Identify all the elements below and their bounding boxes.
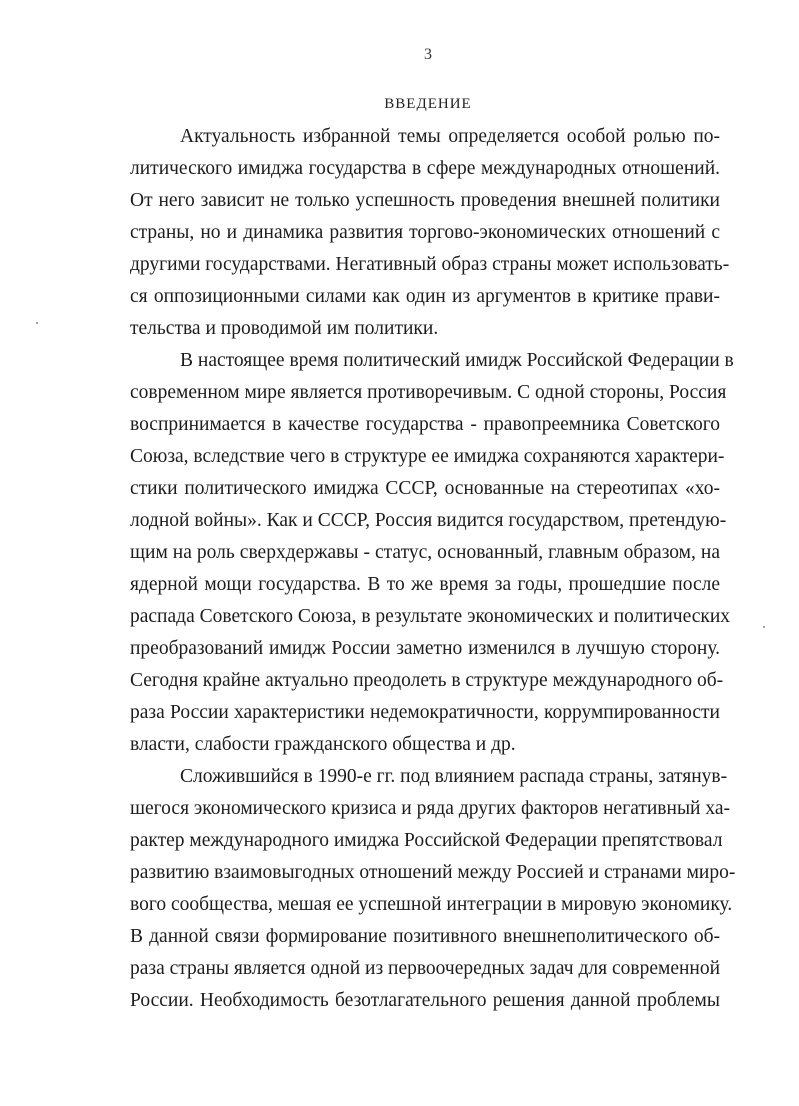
paragraph-2-line-8: ядерной мощи государства. В то же время за годы, прошедшие после	[130, 574, 720, 595]
paragraph-2-line-4: Союза, вследствие чего в структуре ее имиджа сохраняются характери-	[130, 446, 725, 467]
paragraph-3-line-1: Сложившийся в 1990-е гг. под влиянием распада страны, затянув-	[180, 766, 728, 787]
paragraph-2-line-6: лодной войны». Как и СССР, Россия видится государством, претендую-	[130, 510, 727, 531]
page-number: 3	[424, 46, 432, 63]
paragraph-2-line-3: воспринимается в качестве государства - правопреемника Советского	[130, 414, 720, 435]
paragraph-2-line-11: Сегодня крайне актуально преодолеть в структуре международного об-	[130, 670, 724, 691]
paragraph-2-line-7: щим на роль сверхдержавы - статус, основанный, главным образом, на	[130, 542, 720, 563]
paragraph-1-line-6: ся оппозиционными силами как один из аргументов в критике прави-	[130, 286, 720, 307]
page-heading: ВВЕДЕНИЕ	[384, 96, 472, 112]
paragraph-1-line-2: литического имиджа государства в сфере международных отношений.	[130, 158, 720, 179]
paragraph-3-line-2: шегося экономического кризиса и ряда других факторов негативный ха-	[130, 798, 731, 819]
scan-speck	[36, 322, 38, 324]
paragraph-2-line-2: современном мире является противоречивым. С одной стороны, Россия	[130, 382, 727, 403]
paragraph-2-line-5: стики политического имиджа СССР, основанные на стереотипах «хо-	[130, 478, 720, 499]
paragraph-1-line-7: тельства и проводимой им политики.	[130, 318, 439, 339]
paragraph-3-line-6: В данной связи формирование позитивного внешнеполитического об-	[130, 926, 720, 947]
paragraph-3-line-7: раза страны является одной из первоочередных задач для современной	[130, 958, 721, 979]
paragraph-1-line-5: другими государствами. Негативный образ страны может использовать-	[130, 254, 730, 275]
paragraph-3-line-8: России. Необходимость безотлагательного решения данной проблемы	[130, 990, 720, 1011]
paragraph-2-line-13: власти, слабости гражданского общества и др.	[130, 734, 516, 755]
paragraph-1-line-1: Актуальность избранной темы определяется особой ролью по-	[180, 126, 720, 147]
paragraph-2-line-10: преобразований имидж России заметно изменился в лучшую сторону.	[130, 638, 720, 659]
scan-speck	[763, 626, 765, 628]
paragraph-1-line-4: страны, но и динамика развития торгово-экономических отношений с	[130, 222, 720, 243]
paragraph-1-line-3: От него зависит не только успешность проведения внешней политики	[130, 190, 720, 211]
paragraph-2-line-1: В настоящее время политический имидж Российской Федерации в	[180, 350, 734, 371]
paragraph-2-line-12: раза России характеристики недемократичности, коррумпированности	[130, 702, 720, 723]
paragraph-3-line-3: рактер международного имиджа Российской Федерации препятствовал	[130, 830, 723, 851]
paragraph-3-line-4: развитию взаимовыгодных отношений между Россией и странами миро-	[130, 862, 736, 883]
paragraph-3-line-5: вого сообщества, мешая ее успешной интеграции в мировую экономику.	[130, 894, 733, 915]
paragraph-2-line-9: распада Советского Союза, в результате экономических и политических	[130, 606, 731, 627]
